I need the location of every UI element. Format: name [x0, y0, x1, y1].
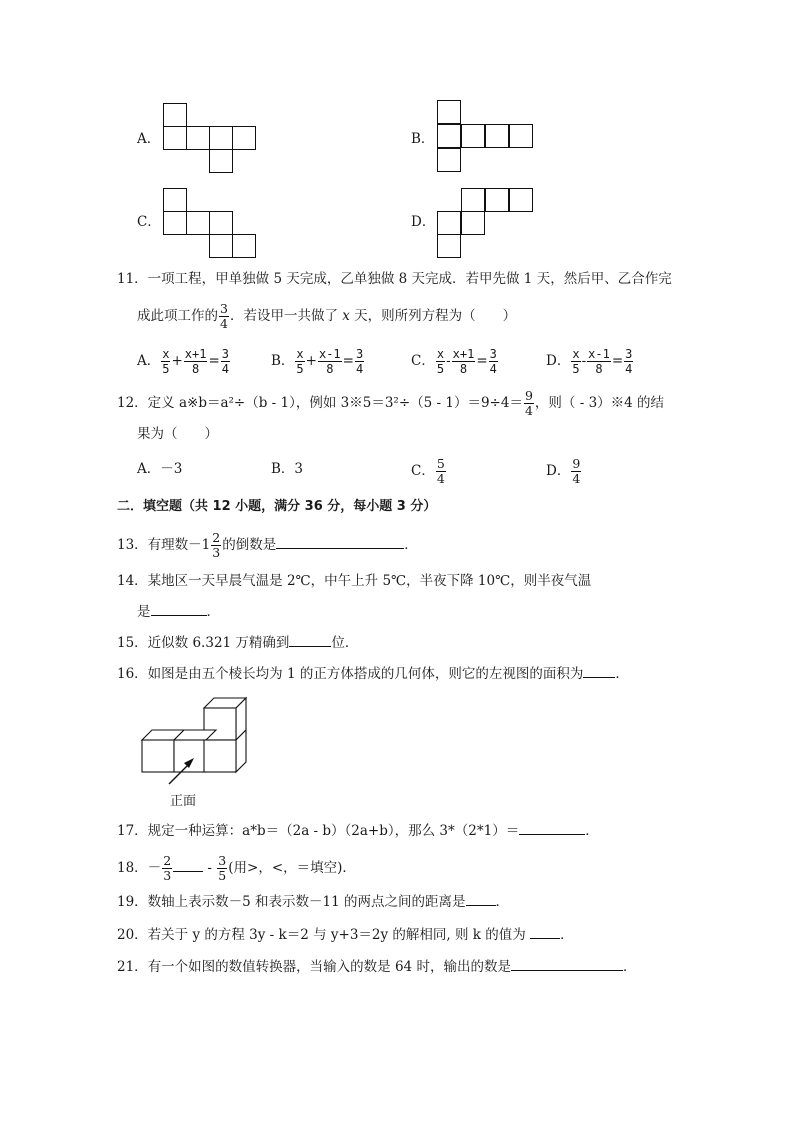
q12-option-b[interactable]: B．3 [271, 461, 304, 477]
question-12-text-continued: 果为（ ） [137, 426, 218, 442]
option-label: C． [137, 214, 161, 230]
q11-option-d[interactable]: D． $\frac{x}{5}$ - $\frac{x-1}{8}$ = $\frac{3}{4}$ [546, 347, 633, 376]
answer-blank[interactable] [511, 956, 623, 971]
q11-option-b[interactable]: B． $\frac{x}{5}$ + $\frac{x-1}{8}$ = $\frac{3}{4}$ [271, 347, 364, 376]
answer-blank[interactable] [519, 820, 585, 835]
option-label: B． [411, 131, 435, 147]
answer-blank[interactable] [151, 601, 207, 616]
question-18: 18．－ $\frac{2}{3}$ - $\frac{3}{5}$ (用>，<，＝填空)． [117, 853, 356, 883]
question-17: 17．规定一种运算：a*b＝（2a - b）（2a+b），那么 3*（2*1）＝ ． [117, 820, 599, 841]
question-12-text: 12．定义 a※b＝a²÷（b - 1），例如 3※5＝3²÷（5 - 1）＝9÷4＝ $\frac{9}{4}$ ，则（ - 3）※4 的结 [117, 388, 665, 418]
question-11-text: 11．一项工程，甲单独做 5 天完成，乙单独做 8 天完成．若甲先做 1 天，然后甲、乙合作完 [117, 271, 672, 287]
fraction: $\frac{3}{4}$ [220, 301, 228, 331]
question-15: 15．近似数 6.321 万精确到 位． [117, 632, 358, 653]
answer-blank[interactable] [530, 924, 560, 939]
cube-solid-figure [136, 692, 264, 810]
figure-label: 正面 [170, 794, 197, 809]
answer-blank[interactable] [289, 632, 331, 647]
answer-blank[interactable] [173, 857, 203, 872]
question-21: 21．有一个如图的数值转换器，当输入的数是 64 时，输出的数是 ． [117, 956, 636, 977]
question-16: 16．如图是由五个棱长均为 1 的正方体搭成的几何体，则它的左视图的面积为 ． [117, 663, 629, 684]
question-20: 20．若关于 y 的方程 3y - k＝2 与 y+3＝2y 的解相同, 则 k 的值为 ． [117, 924, 574, 945]
q11-option-c[interactable]: C． $\frac{x}{5}$ - $\frac{x+1}{8}$ = $\frac{3}{4}$ [411, 347, 497, 376]
question-14-text: 14．某地区一天早晨气温是 2℃，中午上升 5℃，半夜下降 10℃，则半夜气温 [117, 573, 592, 589]
question-13: 13．有理数－1 $\frac{2}{3}$ 的倒数是 ． [117, 530, 418, 560]
answer-blank[interactable] [583, 663, 615, 678]
question-14-text-continued: 是 ． [117, 601, 220, 622]
question-11-text-continued: 成此项工作的 $\frac{3}{4}$ ．若设甲一共做了 x 天，则所列方程为（ ） [137, 301, 517, 331]
q11-option-a[interactable]: A． $\frac{x}{5}$ + $\frac{x+1}{8}$ = $\frac{3}{4}$ [137, 347, 230, 376]
q12-option-c[interactable]: C． $\frac{5}{4}$ [411, 456, 445, 486]
option-label: D． [411, 214, 436, 230]
q12-option-a[interactable]: A．－3 [137, 461, 183, 477]
section-heading: 二．填空题（共 12 小题，满分 36 分，每小题 3 分） [117, 499, 437, 514]
option-label: A． [137, 131, 161, 147]
q12-option-d[interactable]: D． $\frac{9}{4}$ [546, 456, 581, 486]
answer-blank[interactable] [466, 891, 496, 906]
question-19: 19．数轴上表示数－5 和表示数－11 的两点之间的距离是 ． [117, 891, 509, 912]
answer-blank[interactable] [276, 534, 404, 549]
